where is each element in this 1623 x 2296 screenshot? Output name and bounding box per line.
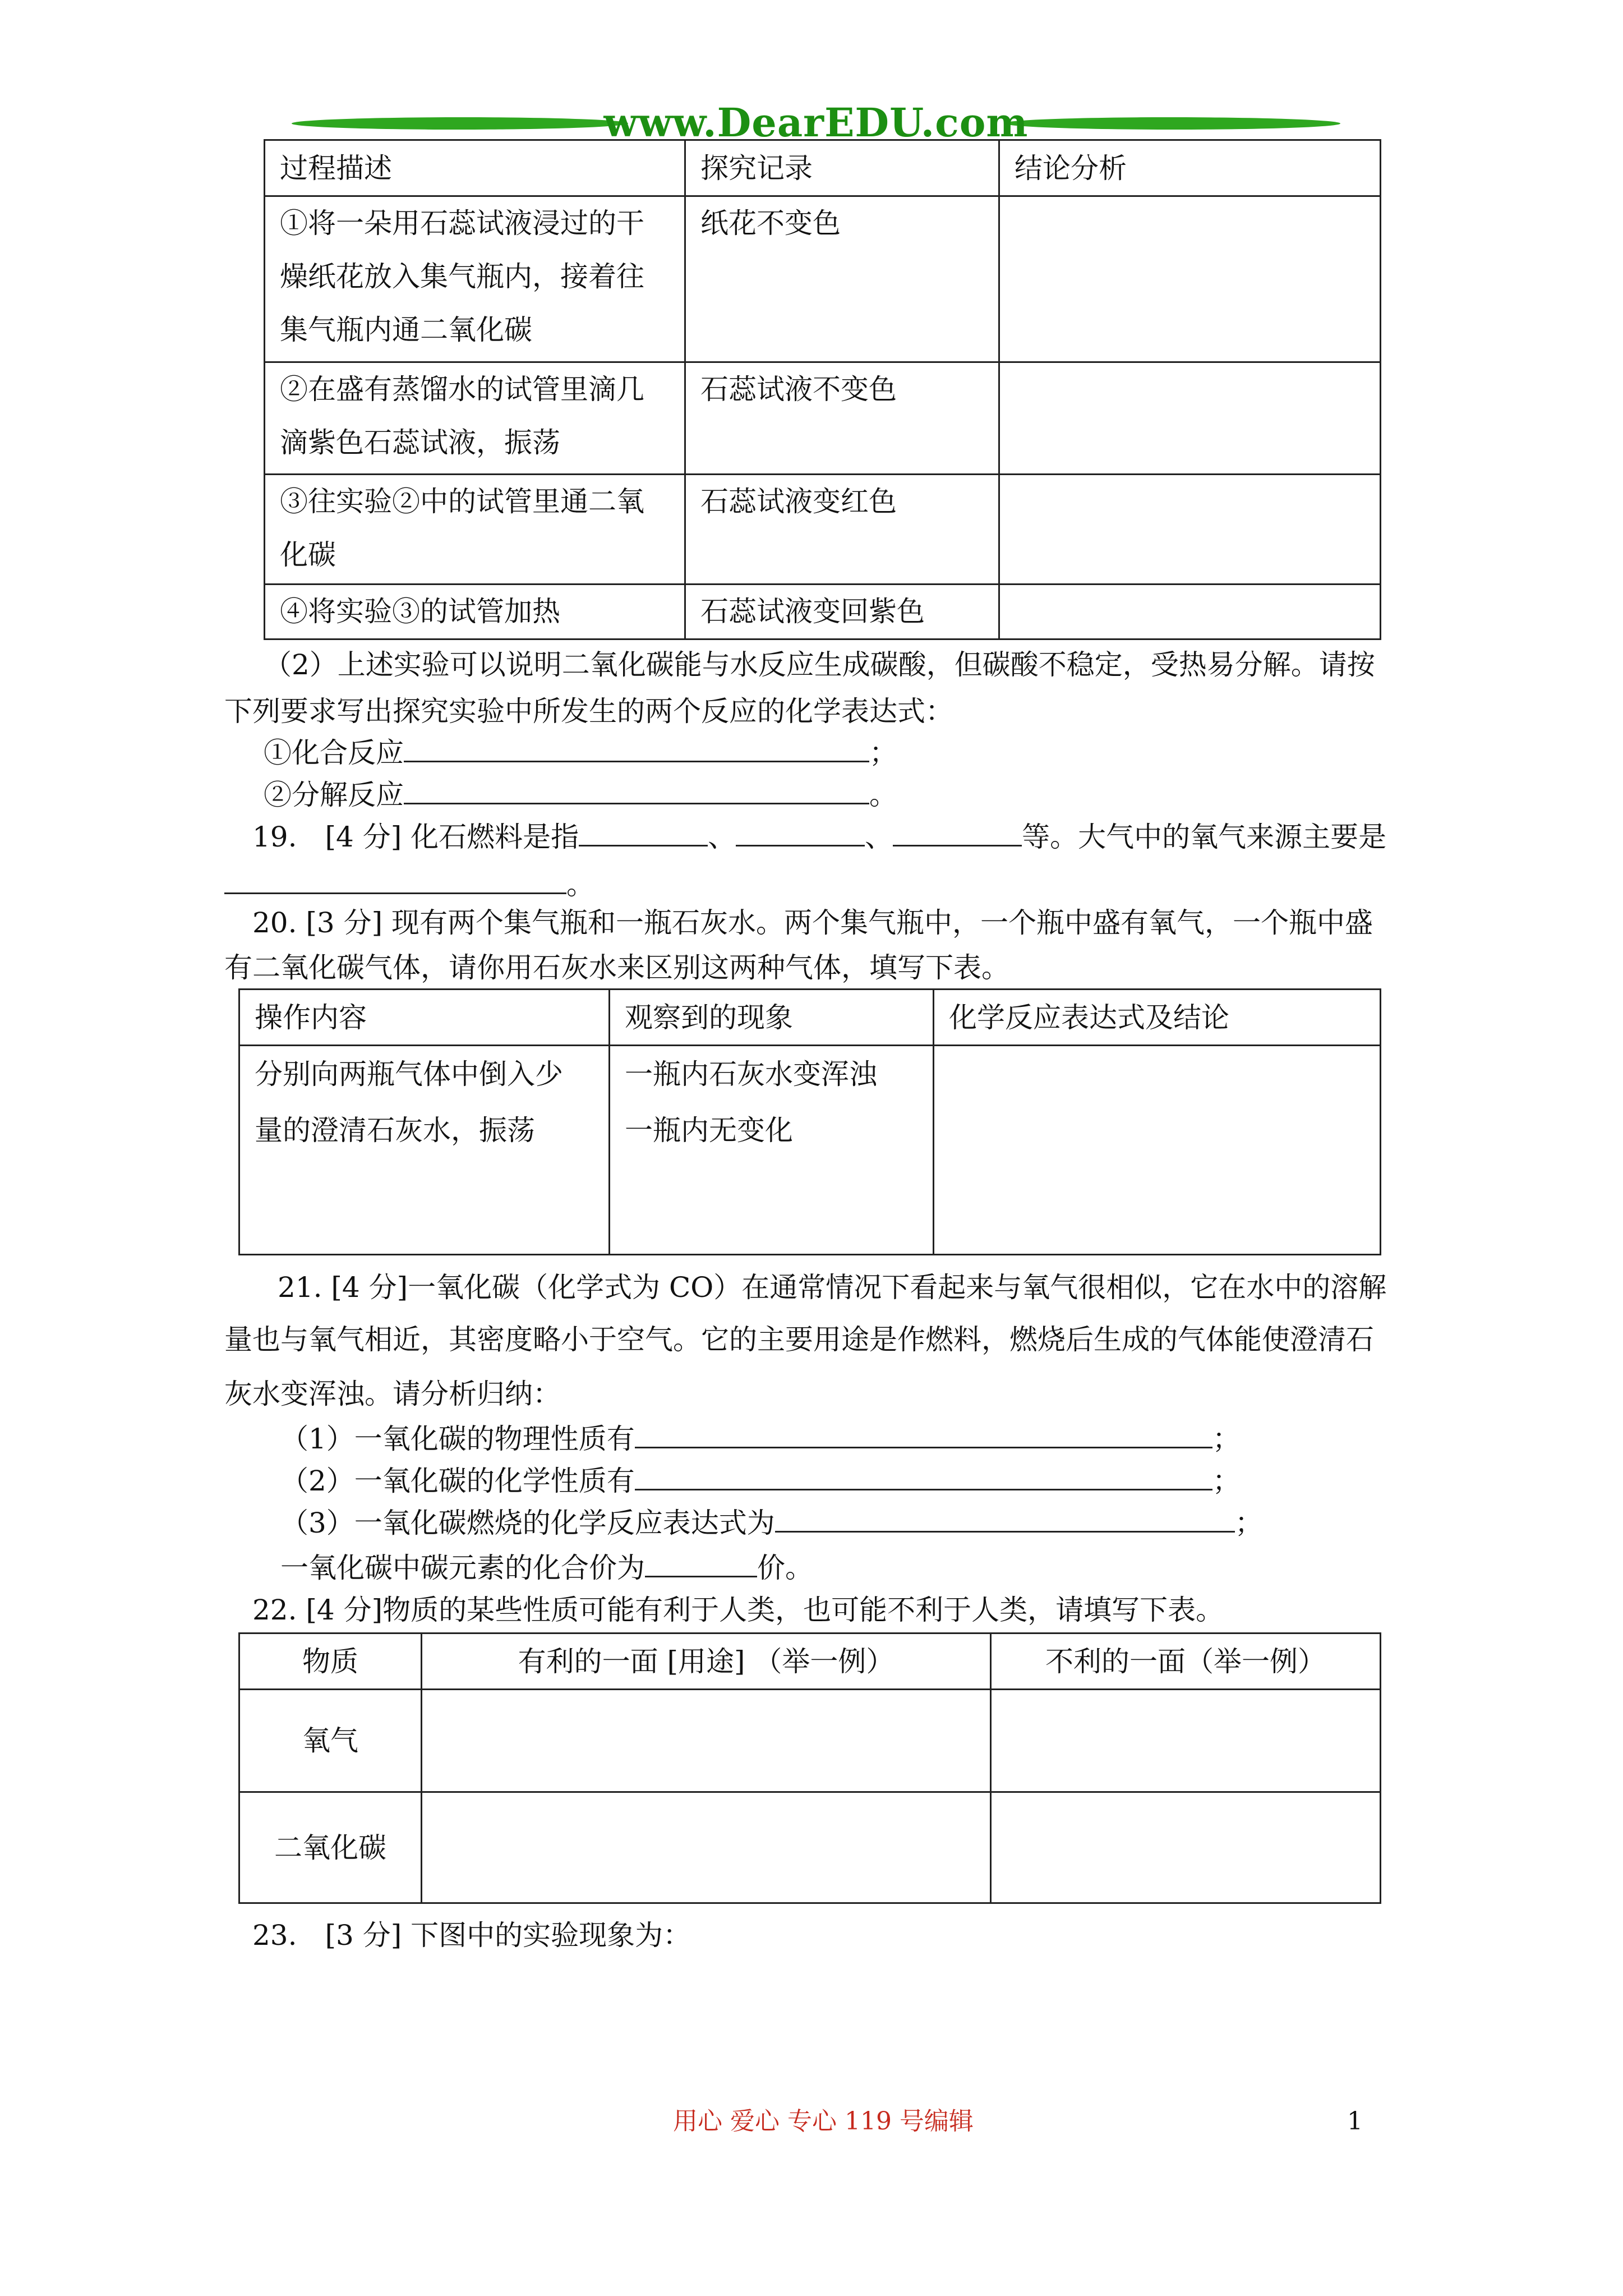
q21-line2: 量也与氧气相近，其密度略小于空气。它的主要用途是作燃料，燃烧后生成的气体能使澄清石 (224, 1323, 1374, 1356)
q21-valence-blank[interactable] (645, 1550, 757, 1577)
q19-sep: 、 (708, 821, 736, 853)
desc-line: ②在盛有蒸馏水的试管里滴几 (280, 373, 644, 406)
table1-record-cell: 石蕊试液不变色 (685, 362, 999, 475)
table1-header-record: 探究记录 (685, 140, 999, 196)
table1-header-conclusion: 结论分析 (999, 140, 1381, 196)
q20-conclusion-cell (934, 1046, 1381, 1255)
q19-end: 。 (566, 868, 594, 901)
q18-combination-end: ； (869, 737, 897, 769)
q18-combination-blank[interactable] (404, 735, 869, 762)
q20-line1: 20. [3 分] 现有两个集气瓶和一瓶石灰水。两个集气瓶中，一个瓶中盛有氧气，一个瓶中盛 (252, 907, 1373, 939)
desc-line: 集气瓶内通二氧化碳 (280, 314, 532, 346)
q21-chemical (280, 1463, 1241, 1498)
q23-line: 23. [3 分] 下图中的实验现象为： (252, 1919, 691, 1952)
desc-line: 燥纸花放入集气瓶内，接着往 (280, 260, 644, 293)
page-footer: 用心 爱心 专心 119 号编辑 (673, 2107, 974, 2136)
q21-equation-blank[interactable] (775, 1505, 1235, 1533)
q22-substance-cell: 氧气 (239, 1690, 422, 1792)
q20-header-operation: 操作内容 (239, 990, 610, 1046)
obs-line: 一瓶内无变化 (625, 1114, 793, 1147)
desc-line: 化碳 (280, 539, 336, 571)
q20-operation-cell (239, 1046, 610, 1255)
q18-decomposition-blank[interactable] (404, 777, 869, 804)
page-number: 1 (1347, 2107, 1363, 2136)
q21-chemical-end: ； (1212, 1465, 1241, 1497)
table-row (265, 475, 1381, 585)
table-row (239, 1792, 1381, 1903)
q18-decomposition-label: ②分解反应 (264, 779, 404, 811)
desc-line: ①将一朵用石蕊试液浸过的干 (280, 207, 644, 240)
q22-header-good: 有利的一面 [用途] （举一例） (422, 1634, 991, 1690)
q22-bad-cell (991, 1690, 1381, 1792)
q19-blank-oxygen-source[interactable] (224, 867, 566, 894)
q19-blank-2[interactable] (736, 819, 865, 846)
q21-physical (280, 1421, 1241, 1456)
q18-part2-line2: 下列要求写出探究实验中所发生的两个反应的化学表达式： (224, 695, 953, 728)
q21-line3: 灰水变浑浊。请分析归纳： (224, 1378, 561, 1410)
table1-record-cell: 纸花不变色 (685, 196, 999, 362)
q18-part2-line1: （2）上述实验可以说明二氧化碳能与水反应生成碳酸，但碳酸不稳定，受热易分解。请按 (264, 648, 1375, 681)
q21-equation (280, 1505, 1263, 1540)
q22-good-cell (422, 1792, 991, 1903)
q21-chemical-label: （2）一氧化碳的化学性质有 (280, 1465, 635, 1497)
q21-physical-end: ； (1212, 1423, 1241, 1455)
table1-desc-cell (265, 475, 685, 585)
q21-chemical-blank[interactable] (635, 1463, 1212, 1490)
q22-good-cell (422, 1690, 991, 1792)
q21-line1: 21. [4 分]一氧化碳（化学式为 CO）在通常情况下看起来与氧气很相似，它在水中的溶解 (278, 1271, 1387, 1304)
table1-desc-cell (265, 585, 685, 639)
table1-desc-cell (265, 362, 685, 475)
table1-desc-cell (265, 196, 685, 362)
desc-line: 滴紫色石蕊试液，振荡 (280, 426, 560, 459)
q22-substance-cell: 二氧化碳 (239, 1792, 422, 1903)
q18-combination-label: ①化合反应 (264, 737, 404, 769)
table1-header-desc: 过程描述 (265, 140, 685, 196)
table-row (239, 1690, 1381, 1792)
q20-header-conclusion: 化学反应表达式及结论 (934, 990, 1381, 1046)
q22-header-bad: 不利的一面（举一例） (991, 1634, 1381, 1690)
q19-blank-1[interactable] (579, 819, 708, 846)
table1-record-cell: 石蕊试液变红色 (685, 475, 999, 585)
table1-conclusion-cell (999, 475, 1381, 585)
table1-conclusion-cell (999, 196, 1381, 362)
q18-decomposition (264, 777, 897, 812)
q22-header-substance: 物质 (239, 1634, 422, 1690)
q21-physical-blank[interactable] (635, 1421, 1212, 1448)
op-line: 分别向两瓶气体中倒入少 (255, 1058, 563, 1091)
table-row (265, 362, 1381, 475)
q18-combination (264, 735, 897, 770)
q19-prefix: 19. [4 分] 化石燃料是指 (252, 821, 579, 853)
desc-line: ③往实验②中的试管里通二氧 (280, 485, 644, 518)
table1-conclusion-cell (999, 585, 1381, 639)
q19-sep: 、 (865, 821, 893, 853)
q20-line2: 有二氧化碳气体，请你用石灰水来区别这两种气体，填写下表。 (224, 951, 1009, 984)
substance-table (238, 1632, 1381, 1904)
q18-decomposition-end: 。 (869, 779, 897, 811)
experiment-table (264, 139, 1381, 640)
q19-line2 (224, 867, 594, 901)
q22-bad-cell (991, 1792, 1381, 1903)
site-brand: www.DearEDU.com (603, 99, 1029, 146)
q19-suffix: 等。大气中的氧气来源主要是 (1022, 821, 1387, 853)
table-row (239, 1046, 1381, 1255)
q22-line: 22. [4 分]物质的某些性质可能有利于人类，也可能不利于人类，请填写下表。 (252, 1594, 1224, 1626)
q19-question (252, 819, 1386, 854)
q21-equation-end: ； (1234, 1507, 1263, 1539)
gas-identification-table (238, 988, 1381, 1255)
q21-valence-end: 价。 (757, 1552, 813, 1584)
desc-line: ④将实验③的试管加热 (280, 595, 560, 628)
q20-observation-cell (610, 1046, 934, 1255)
q21-physical-label: （1）一氧化碳的物理性质有 (280, 1423, 635, 1455)
q19-blank-3[interactable] (893, 819, 1022, 846)
table1-record-cell: 石蕊试液变回紫色 (685, 585, 999, 639)
table-row (265, 585, 1381, 639)
q21-equation-label: （3）一氧化碳燃烧的化学反应表达式为 (280, 1507, 775, 1539)
q21-valence-label: 一氧化碳中碳元素的化合价为 (280, 1552, 645, 1584)
table-row (265, 196, 1381, 362)
table1-conclusion-cell (999, 362, 1381, 475)
q20-header-observation: 观察到的现象 (610, 990, 934, 1046)
q21-valence (280, 1550, 813, 1585)
op-line: 量的澄清石灰水，振荡 (255, 1114, 535, 1147)
obs-line: 一瓶内石灰水变浑浊 (625, 1058, 877, 1091)
